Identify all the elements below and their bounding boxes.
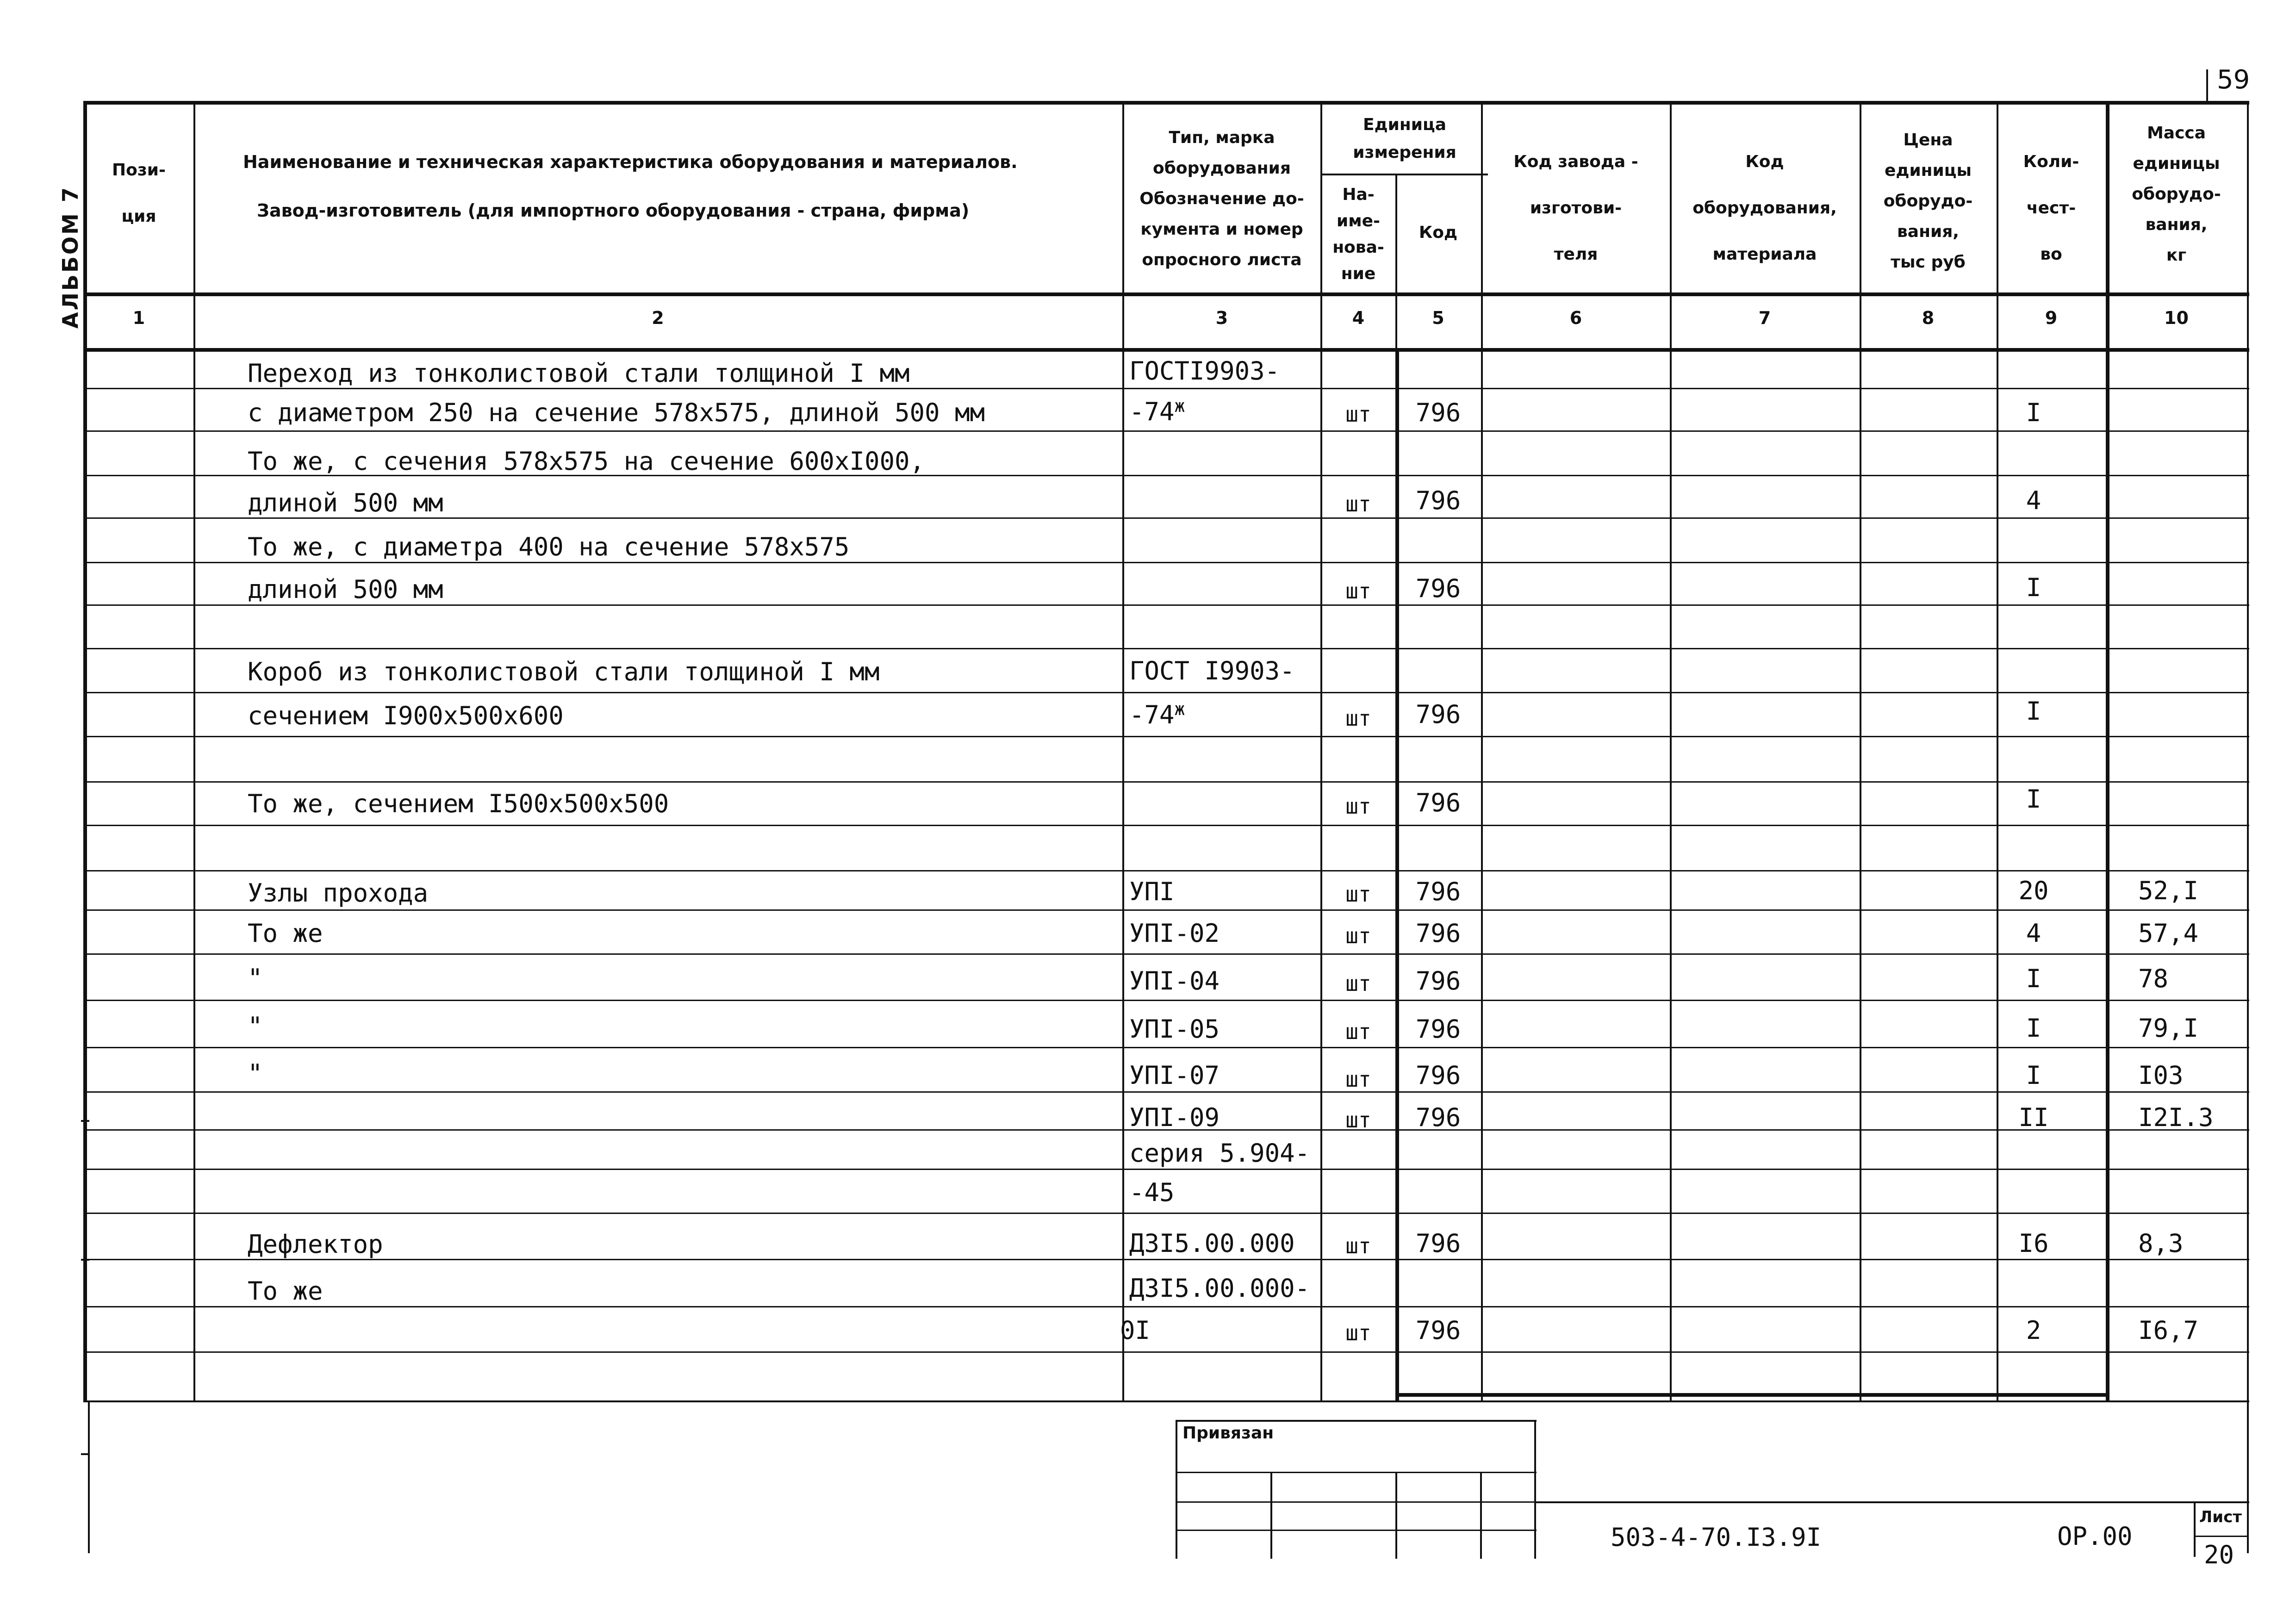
row-separator xyxy=(83,736,2249,737)
item-mass: 52,I xyxy=(2138,876,2199,905)
item-qty: I xyxy=(2026,573,2041,602)
row-separator xyxy=(83,1000,2249,1001)
item-type: $-74^ж$ xyxy=(1129,699,1185,729)
row-separator xyxy=(83,604,2249,606)
item-qty: 4 xyxy=(2026,919,2041,948)
item-name: Узлы прохода xyxy=(248,878,429,908)
album-label: АЛЬБОМ 7 xyxy=(58,186,83,329)
header-quantity: Коли- чест- во xyxy=(2023,152,2079,264)
item-name: То же, сечением I500х500х500 xyxy=(248,789,669,818)
col-number: 2 xyxy=(652,308,664,328)
item-mass: I6,7 xyxy=(2138,1316,2199,1345)
col-number: 6 xyxy=(1569,308,1582,328)
page-number: 59 xyxy=(2217,65,2250,95)
item-name: То же xyxy=(248,919,323,948)
row-separator xyxy=(83,430,2249,432)
document-suffix: ОР.00 xyxy=(2057,1522,2133,1551)
item-mass: I2I.3 xyxy=(2138,1103,2214,1132)
row-separator xyxy=(83,781,2249,783)
header-mass: Масса единицы оборудо- вания, кг xyxy=(2132,124,2221,265)
header-unit-code: Код xyxy=(1419,223,1458,242)
item-type: $-74^ж$ xyxy=(1129,396,1185,426)
privyazan-label: Привязан xyxy=(1182,1424,1274,1443)
item-code: 796 xyxy=(1415,919,1461,948)
item-qty: 2 xyxy=(2026,1316,2041,1345)
item-unit: шт xyxy=(1345,706,1371,731)
header-equipment-code: Код оборудования, материала xyxy=(1692,152,1837,264)
item-type: УПI-05 xyxy=(1129,1014,1220,1044)
sheet-number: 20 xyxy=(2204,1540,2234,1569)
item-unit: шт xyxy=(1345,1320,1371,1345)
item-code: 796 xyxy=(1415,788,1461,817)
item-qty: I xyxy=(2026,784,2041,814)
row-separator xyxy=(83,562,2249,563)
item-type: УПI-04 xyxy=(1129,966,1220,996)
item-unit: шт xyxy=(1345,492,1371,516)
item-mass: 78 xyxy=(2138,964,2169,993)
row-separator xyxy=(83,1213,2249,1214)
row-separator xyxy=(83,1351,2249,1353)
item-type: серия 5.904- xyxy=(1129,1139,1310,1168)
header-name-line1: Наименование и техническая характеристика оборудования и материалов. xyxy=(243,152,1018,172)
item-unit: шт xyxy=(1345,971,1371,996)
item-code: 796 xyxy=(1415,1103,1461,1132)
item-name: длиной 500 мм xyxy=(248,575,443,604)
item-unit: шт xyxy=(1345,1233,1371,1258)
row-separator xyxy=(83,648,2249,649)
item-type: ГОСТI9903- xyxy=(1129,356,1280,386)
item-name: сечением I900х500х600 xyxy=(248,701,564,730)
item-unit: шт xyxy=(1345,1108,1371,1132)
item-name: длиной 500 мм xyxy=(248,488,443,517)
item-code: 796 xyxy=(1415,1229,1461,1258)
item-type: УПI-07 xyxy=(1129,1061,1220,1090)
item-code: 796 xyxy=(1415,1014,1461,1044)
header-unit-name: На- име- нова- ние xyxy=(1332,185,1384,283)
item-name: То же, с диаметра 400 на сечение 578х575 xyxy=(248,532,850,561)
col-number: 1 xyxy=(132,308,145,328)
row-separator xyxy=(83,1091,2249,1093)
item-mass: 57,4 xyxy=(2138,919,2199,948)
item-type: ГОСТ I9903- xyxy=(1129,656,1295,685)
item-unit: шт xyxy=(1345,923,1371,948)
row-separator xyxy=(83,692,2249,693)
item-unit: шт xyxy=(1345,794,1371,819)
header-factory-code: Код завода - изготови- теля xyxy=(1513,152,1638,264)
sheet-label: Лист xyxy=(2199,1508,2242,1526)
item-qty: I xyxy=(2026,1061,2041,1090)
row-separator xyxy=(83,825,2249,826)
item-name: То же, с сечения 578х575 на сечение 600хI000, xyxy=(248,447,925,476)
col-number: 10 xyxy=(2164,308,2189,328)
item-code: 796 xyxy=(1415,700,1461,729)
col-number: 8 xyxy=(1922,308,1935,328)
item-qty: 4 xyxy=(2026,486,2041,515)
item-unit: шт xyxy=(1345,1067,1371,1092)
item-mass: 79,I xyxy=(2138,1014,2199,1043)
row-separator xyxy=(83,870,2249,871)
header-unit-group: Единица измерения xyxy=(1353,115,1456,162)
row-separator xyxy=(83,1169,2249,1170)
item-type: УПI xyxy=(1129,877,1175,906)
item-qty: II xyxy=(2018,1103,2049,1132)
item-code: 796 xyxy=(1415,966,1461,996)
header-name-line2: Завод-изготовитель (для импортного оборудования - страна, фирма) xyxy=(257,200,970,221)
row-separator xyxy=(83,388,2249,389)
item-name: Короб из тонколистовой стали толщиной I мм xyxy=(248,657,880,686)
item-name: То же xyxy=(248,1276,323,1306)
item-qty: 20 xyxy=(2018,876,2049,905)
item-code: 796 xyxy=(1415,1316,1461,1345)
item-qty: I6 xyxy=(2018,1229,2049,1258)
row-separator xyxy=(83,909,2249,911)
col-number: 9 xyxy=(2045,308,2058,328)
row-separator xyxy=(83,1306,2249,1307)
item-qty: I xyxy=(2026,398,2041,427)
item-type: ДЗI5.00.000- xyxy=(1129,1274,1310,1303)
col-number: 5 xyxy=(1432,308,1444,328)
header-price: Цена единицы оборудо- вания, тыс руб xyxy=(1883,131,1973,272)
item-code: 796 xyxy=(1415,574,1461,603)
item-code: 796 xyxy=(1415,486,1461,515)
item-code: 796 xyxy=(1415,877,1461,906)
row-separator xyxy=(83,1047,2249,1048)
item-qty: I xyxy=(2026,697,2041,726)
item-code: 796 xyxy=(1415,1061,1461,1090)
item-unit: шт xyxy=(1345,402,1371,427)
row-separator xyxy=(83,517,2249,519)
item-mass: I03 xyxy=(2138,1061,2184,1090)
item-qty: I xyxy=(2026,964,2041,993)
item-type: УПI-09 xyxy=(1129,1103,1220,1132)
item-unit: шт xyxy=(1345,579,1371,604)
item-code: 796 xyxy=(1415,398,1461,427)
item-unit: шт xyxy=(1345,882,1371,907)
item-unit: шт xyxy=(1345,1019,1371,1044)
item-mass: 8,3 xyxy=(2138,1229,2184,1258)
item-name: Дефлектор xyxy=(248,1230,383,1259)
row-separator xyxy=(83,953,2249,955)
document-code: 503-4-70.I3.9I xyxy=(1611,1523,1822,1552)
item-name: Переход из тонколистовой стали толщиной I мм xyxy=(248,359,910,388)
item-name: " xyxy=(248,964,263,993)
col-number: 3 xyxy=(1215,308,1228,328)
item-type: УПI-02 xyxy=(1129,919,1220,948)
item-name: " xyxy=(248,1059,263,1088)
item-type: -45 xyxy=(1129,1178,1175,1207)
item-type: ДЗI5.00.000 xyxy=(1129,1229,1295,1258)
item-name: " xyxy=(248,1012,263,1041)
col-number: 7 xyxy=(1758,308,1771,328)
item-qty: I xyxy=(2026,1014,2041,1043)
row-separator xyxy=(83,1259,2249,1260)
page-number-mark xyxy=(2206,69,2208,104)
header-position: Пози- ция xyxy=(112,161,166,226)
col-number: 4 xyxy=(1352,308,1365,328)
item-type: 0I xyxy=(1120,1316,1151,1345)
item-name: с диаметром 250 на сечение 578х575, длиной 500 мм xyxy=(248,398,985,427)
header-type: Тип, марка оборудования Обозначение до- кумента и номер опросного листа xyxy=(1139,128,1304,269)
